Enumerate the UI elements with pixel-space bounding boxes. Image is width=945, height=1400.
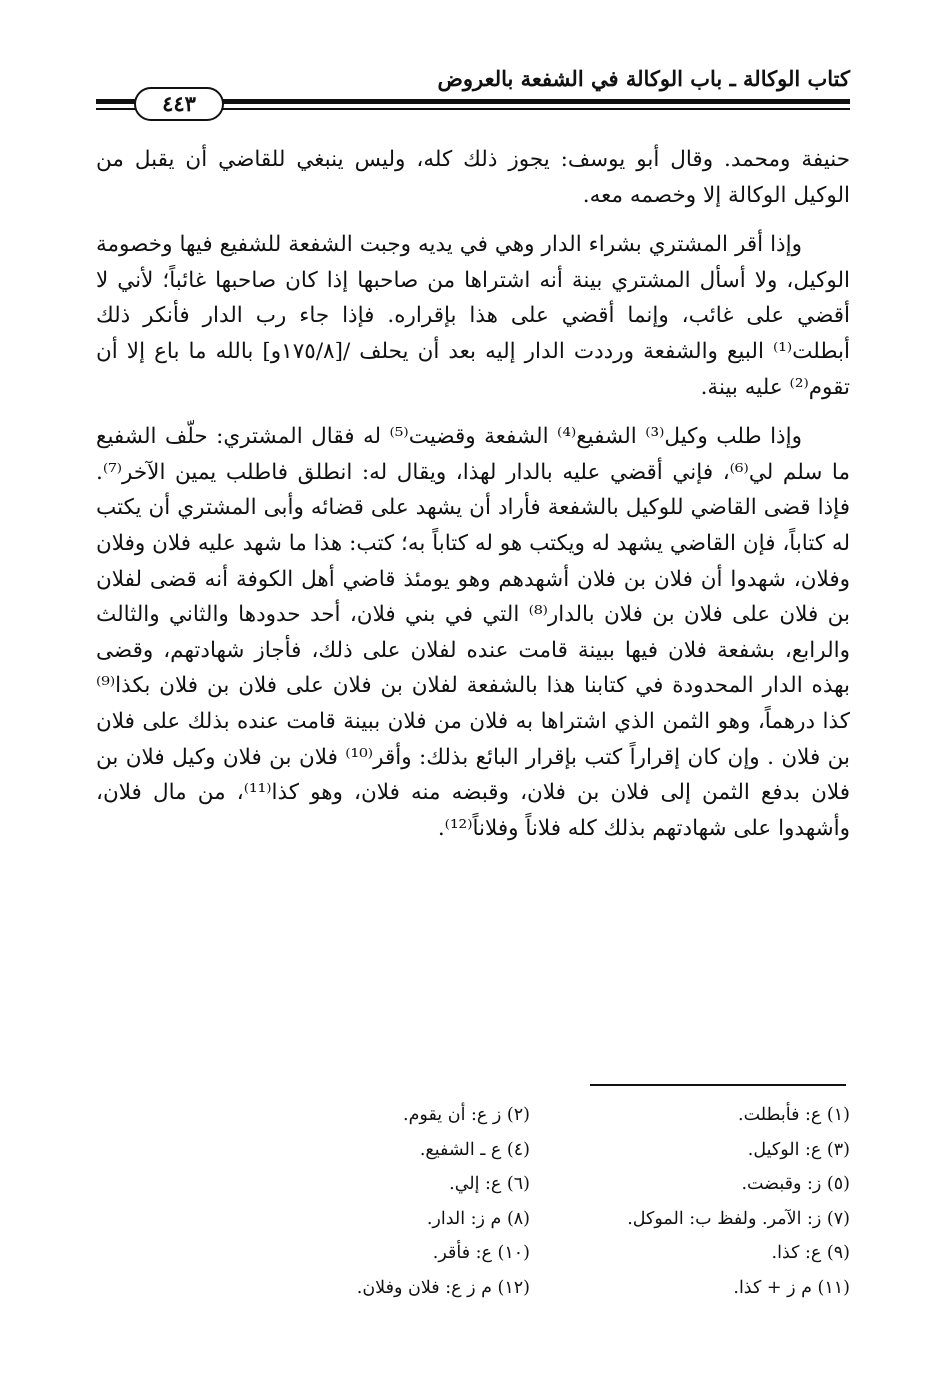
footnote: (٧) ز: الآمر. ولفظ ب: الموكل. xyxy=(627,1208,850,1229)
footnote-separator xyxy=(590,1084,846,1086)
main-text xyxy=(96,142,850,860)
footnotes xyxy=(180,1098,850,1305)
footnote: (٤) ع ـ الشفيع. xyxy=(419,1139,530,1160)
footnote: (٨) م ز: الدار. xyxy=(426,1208,530,1229)
footnote: (٦) ع: إلي. xyxy=(449,1174,530,1194)
footnote: (١٢) م ز ع: فلان وفلان. xyxy=(356,1277,530,1298)
paragraph: حنيفة ومحمد. وقال أبو يوسف: يجوز ذلك كله، وليس ينبغي للقاضي أن يقبل من الوكيل الوكالة إلا وخصمه معه. xyxy=(96,147,850,208)
page-number: ٤٤٣ xyxy=(134,87,224,121)
footnote: (٥) ز: وقبضت. xyxy=(741,1174,850,1194)
footnote: (١٠) ع: فأقر. xyxy=(432,1243,530,1263)
paragraph: وإذا أقر المشتري بشراء الدار وهي في يديه وجبت الشفعة للشفيع فيها وخصومة الوكيل، ولا أسأل المشتري بينة أنه اشتراها من صاحبها إذا كان صاحبها غائباً؛ لأني لا أقضي على غائب، وإنما أقضي على هذا بإقراره. فإذا جاء رب الدار فأنكر ذلك أبطلت⁽¹⁾ البيع والشفعة ورددت الدار إليه بعد أن يحلف /[١٧٥/٨و] بالله ما باع إلا أن تقوم⁽²⁾ عليه بينة. xyxy=(96,232,850,400)
footnote: (٣) ع: الوكيل. xyxy=(747,1139,850,1160)
paragraph: وإذا طلب وكيل⁽³⁾ الشفيع⁽⁴⁾ الشفعة وقضيت⁽⁵⁾ له فقال المشتري: حلّف الشفيع ما سلم لي⁽⁶⁾، فإني أقضي عليه بالدار لهذا، ويقال له: انطلق فاطلب يمين الآخر⁽⁷⁾. فإذا قضى القاضي للوكيل بالشفعة فأراد أن يشهد على قضائه وأبى المشتري أن يكتب له كتاباً، فإن القاضي يشهد له ويكتب هو له كتاباً به؛ كتب: هذا ما شهد عليه فلان وفلان وفلان، شهدوا أن فلان بن فلان أشهدهم وهو يومئذ قاضي أهل الكوفة أنه قضى لفلان بن فلان على فلان بن فلان بالدار⁽⁸⁾ التي في بني فلان، أحد حدودها والثاني والثالث والرابع، بشفعة فلان فيها ببينة قامت عنده لفلان على ذلك، فأجاز شهادتهم، وقضى بهذه الدار المحدودة في كتابنا هذا بالشفعة لفلان بن فلان على فلان بن فلان بكذا⁽⁹⁾ كذا درهماً، وهو الثمن الذي اشتراها به فلان من فلان ببينة قامت عنده بذلك على فلان بن فلان . وإن كان إقراراً كتب بإقرار البائع بذلك: وأقر⁽¹⁰⁾ فلان بن فلان وكيل فلان بن فلان بدفع الثمن إلى فلان بن فلان، وقبضه منه فلان، وهو كذا⁽¹¹⁾، من مال فلان، وأشهدوا على شهادتهم بذلك كله فلاناً وفلاناً⁽¹²⁾. xyxy=(96,424,850,841)
page-header xyxy=(96,66,850,126)
running-title: كتاب الوكالة ـ باب الوكالة في الشفعة بالعروض xyxy=(437,66,850,91)
footnote: (١١) م ز + كذا. xyxy=(733,1277,850,1298)
footnote: (٢) ز ع: أن يقوم. xyxy=(403,1105,530,1125)
footnote: (٩) ع: كذا. xyxy=(771,1243,850,1263)
footnote: (١) ع: فأبطلت. xyxy=(738,1105,850,1125)
